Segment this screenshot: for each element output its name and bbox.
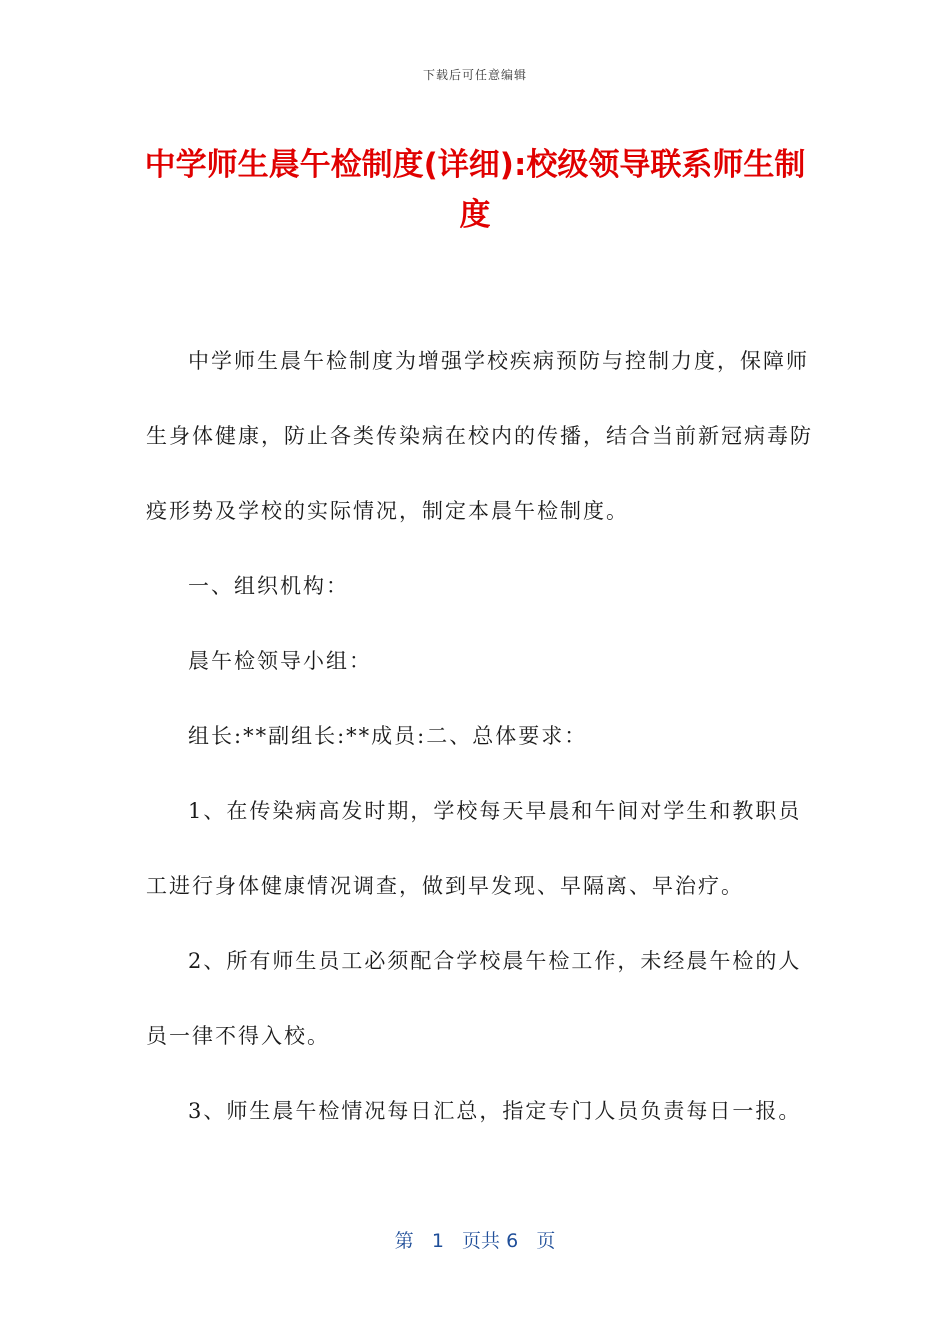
page-footer (0, 1226, 950, 1253)
paragraph-leadership-group: 晨午检领导小组： (188, 649, 372, 673)
paragraph-requirement-1: 1、在传染病高发时期，学校每天早晨和午间对学生和教职员工进行身体健康情况调查，做到早发现、早隔离、早治疗。 (146, 799, 802, 898)
paragraph-section-1-heading: 一、组织机构： (188, 574, 349, 598)
paragraph-requirement-3: 3、师生晨午检情况每日汇总，指定专门人员负责每日一报。 (188, 1099, 802, 1123)
footer-label-end: 页 (536, 1230, 556, 1252)
footer-label-of: 页共 (462, 1230, 501, 1252)
footer-total-pages: 6 (506, 1230, 519, 1252)
footer-label-page: 第 (394, 1230, 414, 1252)
paragraph-intro: 中学师生晨午检制度为增强学校疾病预防与控制力度，保障师生身体健康，防止各类传染病在校内的传播，结合当前新冠病毒防疫形势及学校的实际情况，制定本晨午检制度。 (146, 349, 813, 523)
footer-current-page: 1 (431, 1230, 444, 1252)
paragraph-requirement-2: 2、所有师生员工必须配合学校晨午检工作，未经晨午检的人员一律不得入校。 (146, 949, 802, 1048)
header-note: 下载后可任意编辑 (422, 68, 527, 82)
paragraph-members: 组长:**副组长:**成员:二、总体要求： (188, 724, 588, 748)
document-title: 中学师生晨午检制度(详细):校级领导联系师生制度 (144, 147, 806, 233)
document-body (146, 324, 816, 1149)
